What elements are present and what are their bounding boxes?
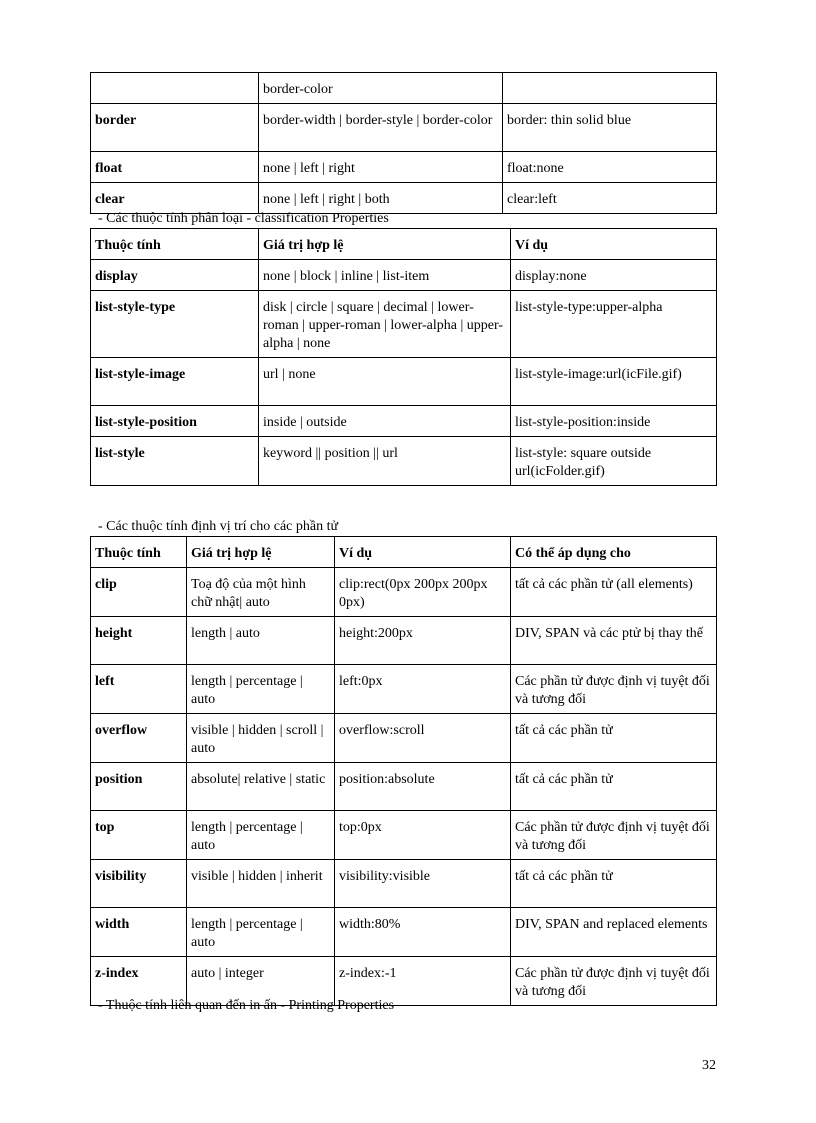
- cell-property: border: [91, 104, 259, 152]
- table-row: [91, 104, 717, 152]
- cell-example: border: thin solid blue: [503, 104, 717, 152]
- cell-property: clip: [91, 568, 187, 617]
- header-values: Giá trị hợp lệ: [187, 537, 335, 568]
- header-applies-to: Có thể áp dụng cho: [511, 537, 717, 568]
- cell-example: list-style-type:upper-alpha: [511, 291, 717, 358]
- cell-example: clear:left: [503, 183, 717, 214]
- cell-applies-to: tất cả các phần tử: [511, 860, 717, 908]
- cell-property: [91, 73, 259, 104]
- page-number: 32: [702, 1058, 716, 1073]
- cell-property: display: [91, 260, 259, 291]
- cell-values: auto | integer: [187, 957, 335, 1006]
- cell-applies-to: Các phần tử được định vị tuyệt đối và tương đối: [511, 811, 717, 860]
- cell-values: none | block | inline | list-item: [259, 260, 511, 291]
- cell-property: top: [91, 811, 187, 860]
- table-row: [91, 763, 717, 811]
- cell-applies-to: tất cả các phần tử: [511, 763, 717, 811]
- table-row: [91, 406, 717, 437]
- cell-values: length | auto: [187, 617, 335, 665]
- table-row: [91, 908, 717, 957]
- cell-property: left: [91, 665, 187, 714]
- table-positioning-props: [90, 536, 717, 1006]
- cell-example: clip:rect(0px 200px 200px 0px): [335, 568, 511, 617]
- cell-values: absolute| relative | static: [187, 763, 335, 811]
- table-row: [91, 811, 717, 860]
- cell-property: list-style: [91, 437, 259, 486]
- cell-applies-to: DIV, SPAN và các ptử bị thay thế: [511, 617, 717, 665]
- header-example: Ví dụ: [335, 537, 511, 568]
- cell-property: float: [91, 152, 259, 183]
- table-border-props: [90, 72, 717, 214]
- cell-example: [503, 73, 717, 104]
- table-row: [91, 860, 717, 908]
- cell-example: top:0px: [335, 811, 511, 860]
- caption-classification: - Các thuộc tính phân loại - classification Properties: [98, 211, 389, 226]
- cell-property: list-style-position: [91, 406, 259, 437]
- cell-applies-to: Các phần tử được định vị tuyệt đối và tương đối: [511, 957, 717, 1006]
- cell-values: border-width | border-style | border-color: [259, 104, 503, 152]
- cell-values: visible | hidden | inherit: [187, 860, 335, 908]
- table-row: [91, 73, 717, 104]
- table-row: [91, 152, 717, 183]
- table-row: [91, 617, 717, 665]
- cell-example: visibility:visible: [335, 860, 511, 908]
- cell-example: float:none: [503, 152, 717, 183]
- cell-values: visible | hidden | scroll | auto: [187, 714, 335, 763]
- cell-example: z-index:-1: [335, 957, 511, 1006]
- cell-example: list-style-image:url(icFile.gif): [511, 358, 717, 406]
- cell-values: Toạ độ của một hình chữ nhật| auto: [187, 568, 335, 617]
- cell-property: visibility: [91, 860, 187, 908]
- cell-values: none | left | right | both: [259, 183, 503, 214]
- cell-values: keyword || position || url: [259, 437, 511, 486]
- cell-applies-to: tất cả các phần tử (all elements): [511, 568, 717, 617]
- header-values: Giá trị hợp lệ: [259, 229, 511, 260]
- table-header-row: [91, 229, 717, 260]
- cell-property: clear: [91, 183, 259, 214]
- caption-printing: - Thuộc tính liên quan đến in ấn - Printing Properties: [98, 998, 395, 1013]
- cell-values: none | left | right: [259, 152, 503, 183]
- cell-property: list-style-image: [91, 358, 259, 406]
- cell-example: list-style: square outside url(icFolder.gif): [511, 437, 717, 486]
- cell-applies-to: tất cả các phần tử: [511, 714, 717, 763]
- cell-property: list-style-type: [91, 291, 259, 358]
- cell-example: position:absolute: [335, 763, 511, 811]
- cell-values: length | percentage | auto: [187, 665, 335, 714]
- header-example: Ví dụ: [511, 229, 717, 260]
- cell-values: length | percentage | auto: [187, 908, 335, 957]
- cell-property: height: [91, 617, 187, 665]
- table-row: [91, 437, 717, 486]
- table-row: [91, 291, 717, 358]
- table-row: [91, 714, 717, 763]
- cell-example: width:80%: [335, 908, 511, 957]
- cell-property: z-index: [91, 957, 187, 1006]
- table-header-row: [91, 537, 717, 568]
- cell-example: left:0px: [335, 665, 511, 714]
- cell-applies-to: Các phần tử được định vị tuyệt đối và tương đối: [511, 665, 717, 714]
- table-row: [91, 183, 717, 214]
- cell-property: position: [91, 763, 187, 811]
- cell-example: display:none: [511, 260, 717, 291]
- table-row: [91, 665, 717, 714]
- cell-property: width: [91, 908, 187, 957]
- cell-values: url | none: [259, 358, 511, 406]
- cell-values: inside | outside: [259, 406, 511, 437]
- cell-example: height:200px: [335, 617, 511, 665]
- cell-property: overflow: [91, 714, 187, 763]
- header-property: Thuộc tính: [91, 229, 259, 260]
- table-row: [91, 358, 717, 406]
- cell-applies-to: DIV, SPAN and replaced elements: [511, 908, 717, 957]
- table-row: [91, 260, 717, 291]
- table-row: [91, 568, 717, 617]
- cell-values: disk | circle | square | decimal | lower-roman | upper-roman | lower-alpha | upper-alpha | none: [259, 291, 511, 358]
- cell-example: overflow:scroll: [335, 714, 511, 763]
- cell-values: border-color: [259, 73, 503, 104]
- cell-example: list-style-position:inside: [511, 406, 717, 437]
- caption-positioning: - Các thuộc tính định vị trí cho các phần tử: [98, 519, 339, 534]
- table-classification-props: [90, 228, 717, 486]
- header-property: Thuộc tính: [91, 537, 187, 568]
- cell-values: length | percentage | auto: [187, 811, 335, 860]
